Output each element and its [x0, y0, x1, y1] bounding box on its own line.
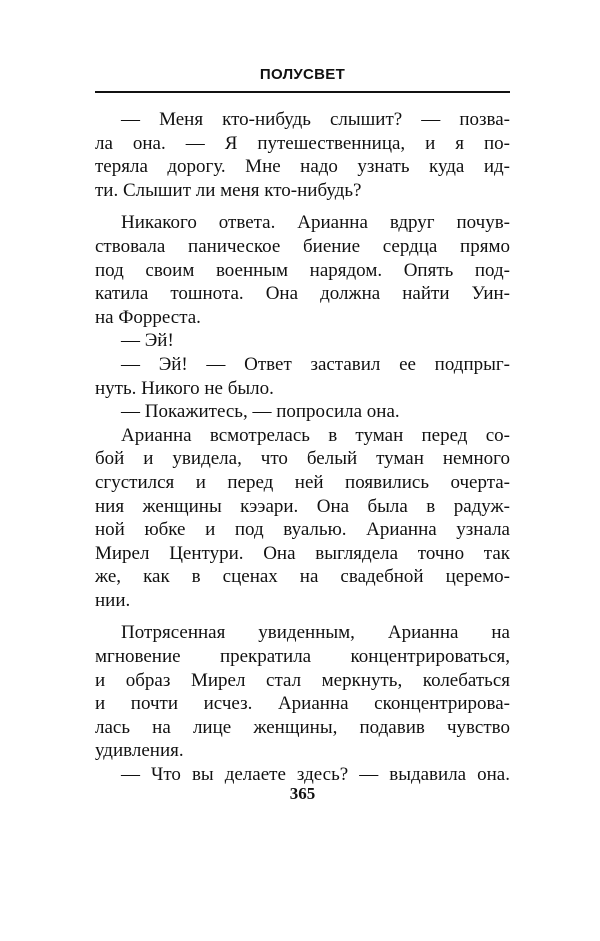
text-line: сгустился и перед ней появились очерта-	[95, 471, 510, 493]
text-line: — Эй! — Ответ заставил ее подпрыг-	[121, 353, 510, 375]
header-rule	[95, 91, 510, 93]
body-text	[95, 108, 510, 787]
text-line: на Форреста.	[95, 306, 201, 328]
text-line: — Покажитесь, — попросила она.	[121, 401, 400, 423]
text-line: ла она. — Я путешественница, и я по-	[95, 132, 510, 154]
text-line: лась на лице женщины, подавив чувство	[95, 716, 510, 738]
text-line: — Что вы делаете здесь? — выдавила она.	[121, 764, 510, 786]
running-head: ПОЛУСВЕТ	[259, 66, 346, 83]
text-line: — Меня кто-нибудь слышит? — позва-	[121, 109, 510, 130]
text-line: нуть. Никого не было.	[95, 377, 274, 399]
text-line: Арианна всмотрелась в туман перед со-	[121, 424, 510, 446]
text-line: бой и увидела, что белый туман немного	[95, 448, 510, 470]
text-line: и почти исчез. Арианна сконцентрирова-	[95, 693, 510, 715]
text-line: и образ Мирел стал меркнуть, колебаться	[95, 669, 510, 691]
text-line: мгновение прекратила концентрироваться,	[95, 646, 510, 668]
text-line: ти. Слышит ли меня кто-нибудь?	[95, 179, 362, 201]
text-line: Мирел Центури. Она выглядела точно так	[95, 542, 510, 564]
text-line: ствовала паническое биение сердца прямо	[95, 235, 510, 257]
text-line: Потрясенная увиденным, Арианна на	[121, 622, 510, 644]
text-line: — Эй!	[121, 330, 174, 352]
text-line: теряла дорогу. Мне надо узнать куда ид-	[95, 156, 510, 178]
text-line: Никакого ответа. Арианна вдруг почув-	[121, 212, 510, 234]
text-line: катила тошнота. Она должна найти Уин-	[95, 283, 510, 305]
text-line: нии.	[95, 589, 131, 611]
text-line: удивления.	[95, 740, 184, 762]
page-number: 365	[289, 784, 316, 803]
text-line: ной юбке и под вуалью. Арианна узнала	[95, 519, 510, 541]
text-line: ния женщины кээари. Она была в радуж-	[95, 495, 510, 517]
text-line: под своим военным нарядом. Опять под-	[95, 259, 510, 281]
text-line: же, как в сценах на свадебной церемо-	[95, 566, 510, 588]
